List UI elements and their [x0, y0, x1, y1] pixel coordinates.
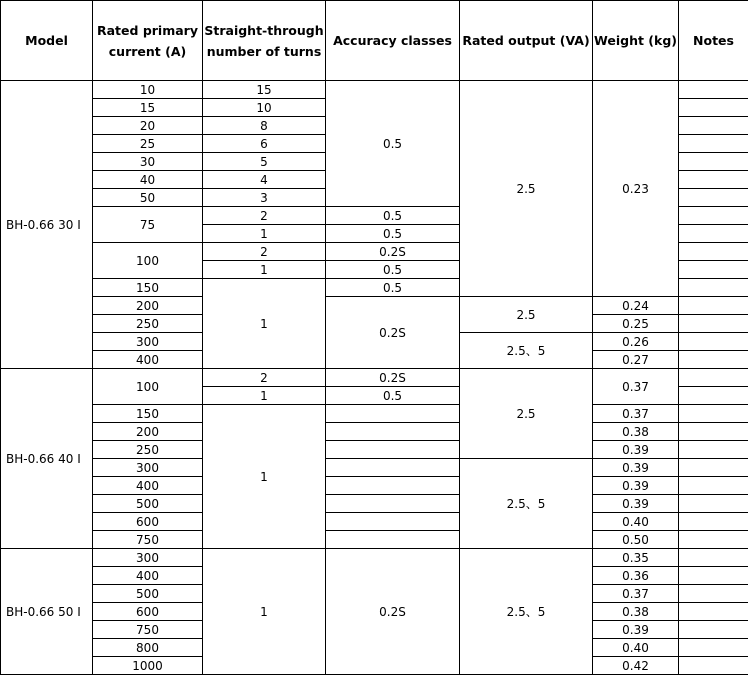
notes-cell: [679, 81, 748, 99]
current-cell: 400: [93, 351, 203, 369]
notes-cell: [679, 225, 748, 243]
accuracy-cell: [326, 477, 460, 495]
accuracy-cell: 0.5: [326, 279, 460, 297]
turns-cell: 10: [203, 99, 326, 117]
weight-cell: 0.36: [593, 567, 679, 585]
accuracy-cell: 0.2S: [326, 243, 460, 261]
current-cell: 300: [93, 333, 203, 351]
weight-cell: 0.37: [593, 585, 679, 603]
current-cell: 200: [93, 297, 203, 315]
turns-cell: 1: [203, 405, 326, 549]
accuracy-cell: 0.5: [326, 387, 460, 405]
weight-cell: 0.39: [593, 459, 679, 477]
table-row: [1, 549, 748, 567]
header-turns: Straight-through number of turns: [203, 1, 326, 81]
output-cell: 2.5、5: [460, 459, 593, 549]
turns-cell: 6: [203, 135, 326, 153]
current-cell: 25: [93, 135, 203, 153]
notes-cell: [679, 279, 748, 297]
notes-cell: [679, 189, 748, 207]
turns-cell: 3: [203, 189, 326, 207]
table-row: [1, 495, 748, 513]
weight-cell: 0.35: [593, 549, 679, 567]
weight-cell: 0.38: [593, 423, 679, 441]
notes-cell: [679, 441, 748, 459]
weight-cell: 0.40: [593, 639, 679, 657]
notes-cell: [679, 405, 748, 423]
current-cell: 400: [93, 567, 203, 585]
accuracy-cell: 0.2S: [326, 297, 460, 369]
output-cell: 2.5: [460, 369, 593, 459]
turns-cell: 1: [203, 387, 326, 405]
accuracy-cell: 0.5: [326, 81, 460, 207]
header-weight: Weight (kg): [593, 1, 679, 81]
notes-cell: [679, 423, 748, 441]
notes-cell: [679, 243, 748, 261]
notes-cell: [679, 567, 748, 585]
current-cell: 20: [93, 117, 203, 135]
notes-cell: [679, 207, 748, 225]
notes-cell: [679, 99, 748, 117]
notes-cell: [679, 477, 748, 495]
turns-cell: 5: [203, 153, 326, 171]
turns-cell: 1: [203, 279, 326, 369]
current-cell: 750: [93, 621, 203, 639]
weight-cell: 0.27: [593, 351, 679, 369]
model-cell: BH-0.66 50 I: [1, 549, 93, 675]
table-row: [1, 297, 748, 315]
table-row: [1, 531, 748, 549]
weight-cell: 0.38: [593, 603, 679, 621]
notes-cell: [679, 549, 748, 567]
current-cell: 40: [93, 171, 203, 189]
weight-cell: 0.37: [593, 369, 679, 405]
accuracy-cell: [326, 495, 460, 513]
notes-cell: [679, 585, 748, 603]
output-cell: 2.5、5: [460, 549, 593, 675]
notes-cell: [679, 387, 748, 405]
weight-cell: 0.42: [593, 657, 679, 675]
notes-cell: [679, 639, 748, 657]
notes-cell: [679, 135, 748, 153]
accuracy-cell: [326, 423, 460, 441]
weight-cell: 0.23: [593, 81, 679, 297]
table-row: [1, 423, 748, 441]
accuracy-cell: [326, 531, 460, 549]
notes-cell: [679, 531, 748, 549]
weight-cell: 0.39: [593, 441, 679, 459]
table-row: [1, 369, 748, 387]
weight-cell: 0.24: [593, 297, 679, 315]
current-cell: 600: [93, 513, 203, 531]
accuracy-cell: 0.5: [326, 261, 460, 279]
notes-cell: [679, 495, 748, 513]
header-row: [1, 1, 748, 81]
weight-cell: 0.25: [593, 315, 679, 333]
current-cell: 150: [93, 405, 203, 423]
current-cell: 50: [93, 189, 203, 207]
current-cell: 100: [93, 243, 203, 279]
turns-cell: 8: [203, 117, 326, 135]
current-cell: 10: [93, 81, 203, 99]
accuracy-cell: [326, 459, 460, 477]
header-output: Rated output (VA): [460, 1, 593, 81]
current-cell: 1000: [93, 657, 203, 675]
table-row: [1, 477, 748, 495]
turns-cell: 4: [203, 171, 326, 189]
table-row: [1, 405, 748, 423]
notes-cell: [679, 315, 748, 333]
notes-cell: [679, 351, 748, 369]
output-cell: 2.5: [460, 297, 593, 333]
current-cell: 30: [93, 153, 203, 171]
accuracy-cell: 0.2S: [326, 549, 460, 675]
current-cell: 600: [93, 603, 203, 621]
current-cell: 200: [93, 423, 203, 441]
table-row: [1, 459, 748, 477]
notes-cell: [679, 621, 748, 639]
notes-cell: [679, 513, 748, 531]
model-cell: BH-0.66 40 I: [1, 369, 93, 549]
current-cell: 300: [93, 549, 203, 567]
table-row: [1, 513, 748, 531]
current-cell: 800: [93, 639, 203, 657]
weight-cell: 0.50: [593, 531, 679, 549]
weight-cell: 0.37: [593, 405, 679, 423]
notes-cell: [679, 117, 748, 135]
output-cell: 2.5、5: [460, 333, 593, 369]
model-cell: BH-0.66 30 I: [1, 81, 93, 369]
notes-cell: [679, 297, 748, 315]
accuracy-cell: 0.5: [326, 207, 460, 225]
turns-cell: 2: [203, 207, 326, 225]
header-notes: Notes: [679, 1, 748, 81]
notes-cell: [679, 171, 748, 189]
turns-cell: 2: [203, 369, 326, 387]
notes-cell: [679, 603, 748, 621]
weight-cell: 0.39: [593, 477, 679, 495]
notes-cell: [679, 153, 748, 171]
current-cell: 250: [93, 441, 203, 459]
output-cell: 2.5: [460, 81, 593, 297]
current-cell: 500: [93, 585, 203, 603]
current-cell: 250: [93, 315, 203, 333]
weight-cell: 0.39: [593, 621, 679, 639]
notes-cell: [679, 459, 748, 477]
table-row: [1, 441, 748, 459]
weight-cell: 0.40: [593, 513, 679, 531]
header-model: Model: [1, 1, 93, 81]
weight-cell: 0.26: [593, 333, 679, 351]
turns-cell: 1: [203, 549, 326, 675]
header-accuracy: Accuracy classes: [326, 1, 460, 81]
current-cell: 300: [93, 459, 203, 477]
current-cell: 400: [93, 477, 203, 495]
weight-cell: 0.39: [593, 495, 679, 513]
notes-cell: [679, 657, 748, 675]
accuracy-cell: [326, 441, 460, 459]
table-row: [1, 81, 748, 99]
current-cell: 100: [93, 369, 203, 405]
accuracy-cell: 0.5: [326, 225, 460, 243]
notes-cell: [679, 333, 748, 351]
header-rated-primary-current: Rated primary current (A): [93, 1, 203, 81]
notes-cell: [679, 261, 748, 279]
current-cell: 150: [93, 279, 203, 297]
accuracy-cell: [326, 513, 460, 531]
turns-cell: 2: [203, 243, 326, 261]
turns-cell: 15: [203, 81, 326, 99]
current-cell: 75: [93, 207, 203, 243]
current-cell: 15: [93, 99, 203, 117]
accuracy-cell: 0.2S: [326, 369, 460, 387]
turns-cell: 1: [203, 225, 326, 243]
notes-cell: [679, 369, 748, 387]
turns-cell: 1: [203, 261, 326, 279]
current-cell: 750: [93, 531, 203, 549]
current-cell: 500: [93, 495, 203, 513]
accuracy-cell: [326, 405, 460, 423]
